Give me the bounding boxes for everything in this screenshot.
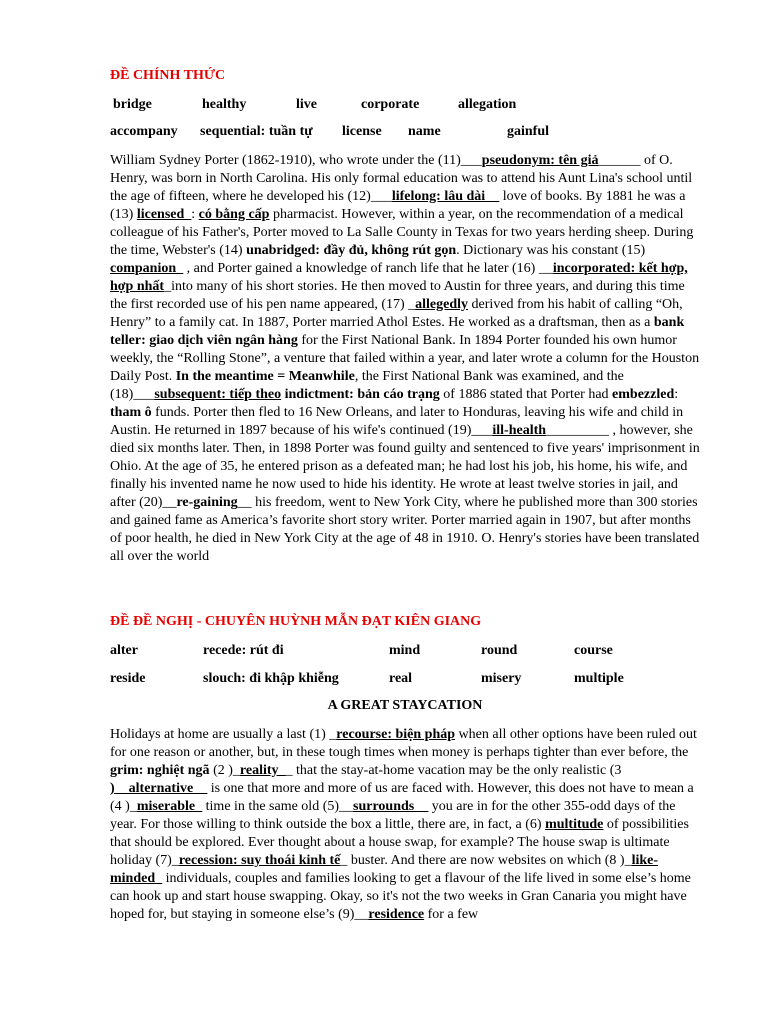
section-heading-official: ĐỀ CHÍNH THỨC bbox=[110, 68, 226, 83]
passage-text: Holidays at home are usually a last (1) _ bbox=[110, 727, 337, 742]
passage-text: : bbox=[674, 387, 679, 402]
word-bank-item: bridge bbox=[113, 97, 152, 112]
passage-text: _ buster. And there are now websites on which (8 )_ bbox=[340, 853, 632, 868]
word-bank-item: multiple bbox=[574, 671, 624, 686]
section-heading-proposed: ĐỀ ĐỀ NGHỊ - CHUYÊN HUỲNH MẪN ĐẠT KIÊN GIANG bbox=[110, 614, 482, 629]
word-bank-item: alter bbox=[110, 643, 138, 658]
answer-text: lifelong: lâu dài__ bbox=[391, 189, 500, 204]
answer-text: companion_ bbox=[110, 261, 184, 276]
passage-text: funds. Porter then fled to 16 New Orleans, and later to Honduras, leaving his wife and child in Austin. He returned in 1897 because of his wife's continued (19)___ bbox=[110, 405, 684, 438]
word-bank-item: reside bbox=[110, 671, 146, 686]
word-bank-item: accompany bbox=[110, 124, 178, 139]
answer-text: có bằng cấp bbox=[198, 207, 270, 222]
passage-staycation bbox=[110, 726, 700, 924]
bold-text: bank teller: giao dịch viên ngân hàng bbox=[110, 315, 685, 348]
answer-text: pseudonym: tên giả bbox=[481, 153, 599, 168]
word-bank-item: allegation bbox=[458, 97, 517, 112]
word-bank-item: course bbox=[574, 643, 613, 658]
answer-text: incorporated: kết hợp, hợp nhất bbox=[110, 261, 688, 294]
word-bank-item: real bbox=[389, 671, 413, 686]
passage-text: of 1886 stated that Porter had bbox=[439, 387, 613, 402]
bold-text: indictment: bản cáo trạng bbox=[284, 387, 440, 402]
answer-text: residence bbox=[368, 907, 425, 922]
word-bank-item: live bbox=[296, 97, 317, 112]
bold-text: embezzled bbox=[612, 387, 675, 402]
word-bank-item: recede: rút đi bbox=[203, 643, 284, 658]
passage-text: (2 )_ bbox=[209, 763, 240, 778]
word-bank-item: mind bbox=[389, 643, 421, 658]
answer-text: multitude bbox=[545, 817, 604, 832]
passage-text: individuals, couples and families looking to get a flavour of the life lived in some else’s home can hook up and start house swapping. Okay, so it's not the two weeks in Gran Canaria you might have hoped for, but staying in someone else’s (9)__ bbox=[110, 871, 691, 922]
bold-text: grim: nghiệt ngã bbox=[110, 763, 210, 778]
passage-text: pharmacist. However, within a year, on the recommendation of a medical colleague of his Father's, Porter moved to La Salle County in Texas for two years herding sheep. During the time, Webster's (14) bbox=[110, 207, 694, 258]
passage-text: when all other options have been ruled out for one reason or another, but, in these tough times when money is perhaps tighter than ever before, the bbox=[110, 727, 697, 760]
answer-text: reality_ bbox=[239, 763, 286, 778]
passage-text: . Dictionary was his constant (15) bbox=[456, 243, 646, 258]
word-bank-item: corporate bbox=[361, 97, 420, 112]
passage-text: _________ , however, she died six months later. Then, in 1898 Porter was found guilty and sentenced to five years' imprisonment in Ohio. At the age of 35, he entered prison as a defeated man; he had lost his job, his home, his wife, and finally his invented name he now used to hide his identity. He wrote at least twelve stories in jail, and after (20)__ bbox=[110, 423, 700, 510]
passage-text: love of books. By 1881 he was a (13) bbox=[110, 189, 686, 222]
word-bank-item: misery bbox=[481, 671, 522, 686]
answer-text: recourse: biện pháp bbox=[336, 727, 456, 742]
bold-text: unabridged: đầy đủ, không rút gọn bbox=[246, 243, 457, 258]
passage-text: for a few bbox=[424, 907, 479, 922]
word-bank-item: license bbox=[342, 124, 382, 139]
answer-text: miserable_ bbox=[136, 799, 203, 814]
passage-text: __ his freedom, went to New York City, where he published more than 300 stories and gained fame as America’s favorite short story writer. Porter married again in 1907, but after months of poor health, he died in New York City at the age of 48 in 1910. O. Henry's stories have been translated all over the world bbox=[110, 495, 700, 564]
passage-text: ______ of O. Henry, was born in North Carolina. His only formal education was to attend his Aunt Lina's school until the age of fifteen, where he developed his (12)___ bbox=[110, 153, 693, 204]
word-bank-item: gainful bbox=[507, 124, 550, 139]
passage-text: of possibilities that should be explored. Ever thought about a house swap, for example? The house swap is ultimate holiday (7)_ bbox=[110, 817, 689, 868]
passage-text: is one that more and more of us are faced with. However, this does not have to mean a (4 )_ bbox=[110, 781, 694, 814]
passage-title: A GREAT STAYCATION bbox=[327, 698, 483, 713]
passage-text: derived from his habit of calling “Oh, Henry” to a family cat. In 1887, Porter married Athol Estes. He worked as a draftsman, then as a bbox=[110, 297, 683, 330]
passage-text: , the First National Bank was examined, and the (18)___ bbox=[110, 369, 624, 402]
word-bank-item: round bbox=[481, 643, 518, 658]
word-bank-item: name bbox=[408, 124, 441, 139]
answer-text: surrounds__ bbox=[353, 799, 429, 814]
answer-text: allegedly bbox=[415, 297, 469, 312]
answer-text: ill-health bbox=[492, 423, 547, 438]
passage-text: , and Porter gained a knowledge of ranch life that he later (16) __ bbox=[183, 261, 553, 276]
passage-o-henry bbox=[110, 152, 700, 566]
bold-text: tham ô bbox=[110, 405, 152, 420]
word-bank-item: sequential: tuần tự bbox=[200, 124, 313, 139]
answer-text: recession: suy thoái kinh tế bbox=[178, 853, 341, 868]
answer-text: like-minded_ bbox=[110, 853, 659, 886]
word-bank-item: slouch: đi khập khiễng bbox=[203, 671, 339, 686]
passage-text: for the First National Bank. In 1894 Porter founded his own humor weekly, the “Rolling Stone”, a venture that failed within a year, and later wrote a column for the Houston Daily Post. bbox=[110, 333, 700, 384]
bold-text: re-gaining bbox=[176, 495, 238, 510]
passage-text: William Sydney Porter (1862-1910), who wrote under the (11)___ bbox=[110, 153, 482, 168]
passage-text: : bbox=[191, 207, 199, 222]
answer-text: subsequent: tiếp theo bbox=[154, 387, 282, 402]
passage-text: _ that the stay-at-home vacation may be the only realistic (3 bbox=[285, 763, 622, 778]
passage-text: _into many of his short stories. He then moved to Austin for three years, and during this time the first recorded use of his pen name appeared, (17) _ bbox=[110, 279, 685, 312]
bold-text: In the meantime = Meanwhile bbox=[175, 369, 355, 384]
answer-text: )__alternative__ bbox=[110, 781, 208, 796]
answer-text: licensed_ bbox=[136, 207, 192, 222]
passage-text: time in the same old (5)__ bbox=[202, 799, 354, 814]
word-bank-item: healthy bbox=[202, 97, 247, 112]
passage-text: you are in for the other 355-odd days of the year. For those willing to think outside the box a little, there are, in fact, a (6) bbox=[110, 799, 676, 832]
